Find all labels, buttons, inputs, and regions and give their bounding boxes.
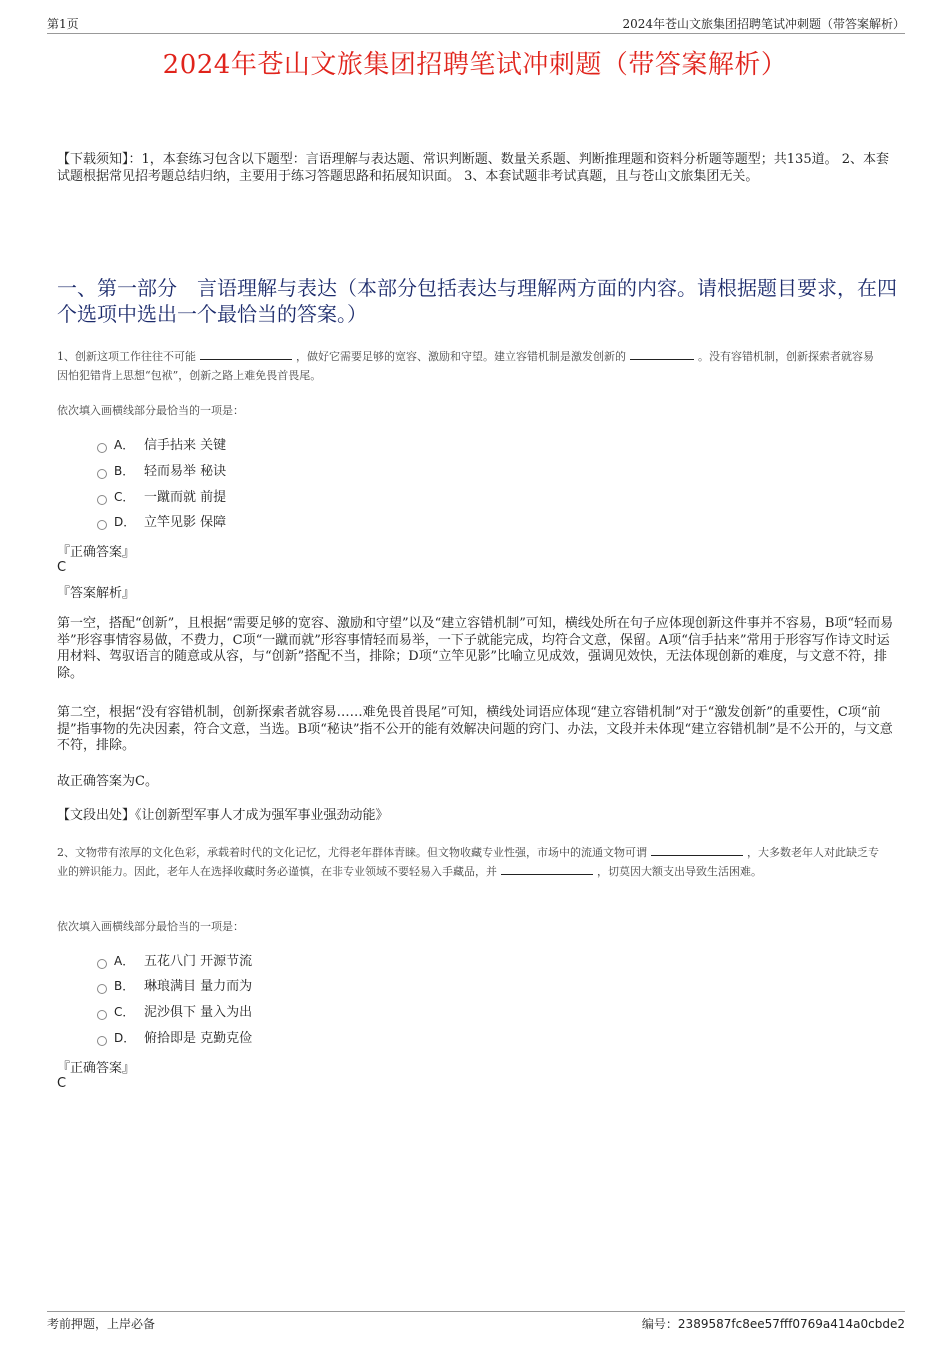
question-2-option-a[interactable] — [97, 952, 252, 970]
footer-document-id: 编号：2389587fc8ee57fff0769a414a0cbde2 — [641, 1317, 905, 1331]
answer-blank-2[interactable] — [630, 349, 694, 360]
option-text: 俯拾即是 克勤克俭 — [144, 1031, 253, 1046]
question-2-option-b[interactable] — [97, 977, 252, 995]
question-1-text — [57, 347, 883, 385]
question-2-text-part-b: ，大多数老年人对此缺乏专业的辨识能力。因此，老年人在选择收藏时务必谨慎，在非专业领域不要轻易入手藏品，并 — [57, 846, 879, 878]
radio-button-icon[interactable] — [97, 520, 107, 530]
footer-slogan: 考前押题，上岸必备 — [47, 1317, 156, 1331]
option-letter: A． — [114, 438, 135, 452]
option-letter: D． — [114, 1031, 136, 1045]
option-letter: A． — [114, 954, 135, 968]
question-1-source: 【文段出处】《让创新型军事人才成为强军事业强劲动能》 — [57, 808, 389, 823]
question-1-analysis-paragraph-1: 第一空，搭配“创新”，且根据“需要足够的宽容、激励和守望”以及“建立容错机制”可知，横线处所在句子应体现创新这件事并不容易，B项“轻而易举”形容事情容易做，不费力，C项“一蹴而就”形容事情轻而易举，一下子就能完成，均符合文意，保留。A项“信手拈来”常用于形容写作诗文时运用材料、驾驭语言的随意或从容，与“创新”搭配不当，排除；D项“立竿见影”比喻立见成效，强调见效快，无法体现创新的难度，与文意不符，排除。 — [57, 616, 894, 681]
option-letter: D． — [114, 515, 136, 529]
question-1-instruction: 依次填入画横线部分最恰当的一项是： — [57, 404, 244, 417]
option-text: 琳琅满目 量力而为 — [144, 979, 253, 994]
question-1-option-d[interactable] — [97, 513, 226, 531]
question-1-analysis-label: 『答案解析』 — [57, 586, 136, 601]
question-2-option-d[interactable] — [97, 1029, 252, 1047]
radio-button-icon[interactable] — [97, 959, 107, 969]
header-doc-title: 2024年苍山文旅集团招聘笔试冲刺题（带答案解析） — [622, 17, 905, 31]
question-2-answer-label: 『正确答案』 — [57, 1061, 136, 1076]
option-text: 五花八门 开源节流 — [144, 954, 253, 969]
page-footer — [47, 1311, 905, 1334]
option-letter: C． — [114, 1005, 135, 1019]
question-1-answer-label: 『正确答案』 — [57, 545, 136, 560]
option-text: 一蹴而就 前提 — [144, 490, 227, 505]
question-1-text-part-a: 1、创新这项工作往往不可能 — [57, 350, 196, 363]
document-title: 2024年苍山文旅集团招聘笔试冲刺题（带答案解析） — [162, 50, 788, 80]
option-text: 轻而易举 秘诀 — [144, 464, 227, 479]
question-1-option-b[interactable] — [97, 462, 226, 480]
page-header — [47, 14, 905, 34]
option-text: 信手拈来 关键 — [144, 438, 227, 453]
answer-blank-2[interactable] — [501, 864, 593, 875]
question-2-option-c[interactable] — [97, 1003, 252, 1021]
page-number: 第1页 — [47, 17, 79, 31]
question-1-text-part-b: ，做好它需要足够的宽容、激励和守望。建立容错机制是激发创新的 — [296, 350, 626, 363]
radio-button-icon[interactable] — [97, 443, 107, 453]
question-1-analysis-paragraph-2: 第二空，根据“没有容错机制，创新探索者就容易……难免畏首畏尾”可知，横线处词语应体现“建立容错机制”对于“激发创新”的重要性，C项“前提”指事物的先决因素，符合文意，当选。B项“秘诀”指不公开的能有效解决问题的窍门、办法，文段并未体现“建立容错机制”是不公开的，与文意不符，排除。 — [57, 705, 893, 753]
option-letter: B． — [114, 464, 135, 478]
option-letter: B． — [114, 979, 135, 993]
question-1-option-c[interactable] — [97, 488, 226, 506]
section-heading: 一、第一部分 言语理解与表达（本部分包括表达与理解两方面的内容。请根据题目要求，在四个选项中选出一个最恰当的答案。） — [57, 276, 897, 326]
question-2-text — [57, 843, 883, 881]
answer-blank-1[interactable] — [651, 845, 743, 856]
option-letter: C． — [114, 490, 135, 504]
radio-button-icon[interactable] — [97, 1036, 107, 1046]
question-2-instruction: 依次填入画横线部分最恰当的一项是： — [57, 920, 244, 933]
option-text: 立竿见影 保障 — [144, 515, 227, 530]
question-2-text-part-a: 2、文物带有浓厚的文化色彩，承载着时代的文化记忆，尤得老年群体青睐。但文物收藏专业性强，市场中的流通文物可谓 — [57, 846, 647, 859]
radio-button-icon[interactable] — [97, 495, 107, 505]
radio-button-icon[interactable] — [97, 1010, 107, 1020]
radio-button-icon[interactable] — [97, 984, 107, 994]
answer-blank-1[interactable] — [200, 349, 292, 360]
download-notice: 【下载须知】：1，本套练习包含以下题型：言语理解与表达题、常识判断题、数量关系题、判断推理题和资料分析题等题型；共135道。 2、本套试题根据常见招考题总结归纳，主要用于练习答题思路和拓展知识面。 3、本套试题非考试真题，且与苍山文旅集团无关。 — [57, 152, 889, 184]
question-1-text-part-c: 。没有容错机制，创新探索者就容易因怕犯错背上思想“包袱”，创新之路上难免畏首畏尾。 — [57, 350, 874, 382]
question-1-answer: C — [57, 560, 67, 575]
question-1-conclusion: 故正确答案为C。 — [57, 774, 158, 789]
question-2-answer: C — [57, 1076, 67, 1091]
radio-button-icon[interactable] — [97, 469, 107, 479]
option-text: 泥沙俱下 量入为出 — [144, 1005, 253, 1020]
question-1-option-a[interactable] — [97, 436, 226, 454]
question-2-text-part-c: ，切莫因大额支出导致生活困难。 — [597, 865, 762, 878]
